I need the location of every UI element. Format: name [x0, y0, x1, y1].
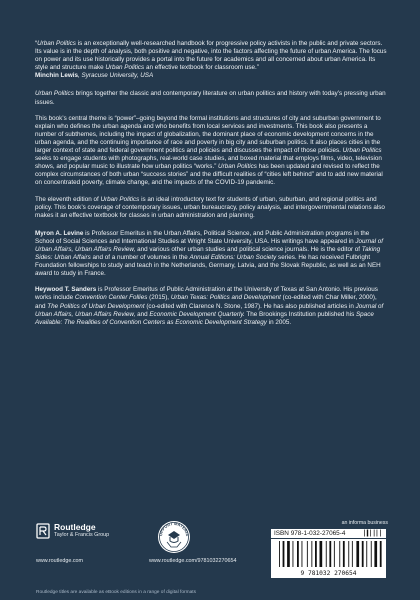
book-title: Urban Politics	[342, 147, 382, 155]
quote-author: Minchin Lewis	[35, 72, 79, 80]
barcode-digits: 9 781032 270654	[271, 569, 386, 578]
book-title: Urban Politics	[100, 195, 140, 203]
edition-paragraph: The eleventh edition of Urban Politics is an ideal introductory text for students of urban, suburban, and regional politics and policy. This book’s coverage of contemporary issues, urban bureaucracy, policy analysis, and intergovernmental relations also makes it an effective textbook for classes in urban administration and planning.	[35, 195, 385, 219]
publisher-name: Routledge	[54, 522, 96, 532]
routledge-logo-icon	[36, 523, 50, 539]
ebook-note: Routledge titles are available as eBook editions in a range of digital formats	[36, 590, 196, 595]
author-name: Heywood T. Sanders	[35, 286, 97, 294]
publisher-logo	[36, 523, 109, 539]
cover-footer	[36, 520, 386, 580]
barcode-block	[271, 529, 386, 578]
book-title: Urban Politics	[218, 163, 257, 171]
quote-attribution	[35, 72, 387, 80]
theme-paragraph: This book’s central theme is “power”–going beyond the formal institutions and structures of city and suburban government to explain who defines the urban agenda and who benefits from local services and investments. This book also presents a number of subthemes, including the impact of globalization, the dominant place of economic development concerns in the urban agenda, and the continuing importance of race and poverty in big city and suburban politics. It also places cities in the larger context of state and federal government politics and policies and discusses the impact of those policies. Urban Politics seeks to engage students with photographs, real-world case studies, and boxed material that employs films, video, television shows, and popular music to illustrate how urban politics “works.” Urban Politics has been updated and revised to reflect the complex circumstances of both urban “success stories” and the difficult realities of “cities left behind” and to add new material on concentrated poverty, climate change, and the impacts of the COVID-19 pandemic.	[35, 114, 383, 187]
barcode-icon	[271, 539, 386, 578]
support-material-badge	[157, 520, 191, 554]
informa-line: an informa business	[341, 520, 388, 526]
author-bio-levine: Myron A. Levine is Professor Emeritus in the Urban Affairs, Political Science, and Public Administration programs in the School of Social Sciences and International Studies at Wright State University, USA. His writings have appeared in Journal of Urban Affairs, Urban Affairs Review, and various other urban studies and political science journals. He is the editor of Taking Sides: Urban Affairs and of a number of volumes in the Annual Editions: Urban Society series. He has received Fulbright Foundation fellowships to study and teach in the Netherlands, Germany, Latvia, and the Slovak Republic, as well as an NEH award to study in France.	[35, 229, 384, 278]
publisher-website[interactable]: www.routledge.com	[36, 558, 84, 564]
book-title: Urban Politics	[105, 64, 145, 72]
quote-affiliation: , Syracuse University, USA	[78, 72, 154, 80]
barcode-addon	[363, 529, 383, 538]
publisher-group: Taylor & Francis Group	[54, 532, 110, 538]
intro-paragraph: Urban Politics brings together the classic and contemporary literature on urban politics and history with today’s pressing urban issues.	[35, 90, 386, 106]
back-cover-text	[35, 40, 387, 327]
quote-text: “Urban Politics is an exceptionally well-researched handbook for progressive policy activists in the public and private sectors. Its value is in the depth of analysis, both positive and negative, into the factors affecting the future of urban America. The focus on power and its use historically provides a portal into the future for academics and all concerned about urban America. Its style and structure make Urban Politics an effective textbook for classroom use.”	[35, 40, 387, 72]
book-title: Urban Politics	[37, 40, 76, 47]
book-title: Urban Politics	[35, 90, 74, 98]
endorsement-quote	[35, 40, 387, 80]
author-bio-sanders: Heywood T. Sanders is Professor Emeritus of Public Administration at the University of Texas at San Antonio. His previous works include Convention Center Follies (2015), Urban Texas: Politics and Development (co-edited with Char Miller, 2000), and The Politics of Urban Development (co-edited with Clarence N. Stone, 1987). He has also published articles in Journal of Urban Affairs, Urban Affairs Review, and Economic Development Quarterly. The Brookings Institution published his Space Available: The Realities of Convention Centers as Economic Development Strategy in 2005.	[35, 286, 384, 326]
author-name: Myron A. Levine	[35, 229, 84, 237]
badge-text: UPPORT MATERIA	[158, 520, 191, 537]
isbn-label: ISBN 978-1-032-27065-4	[271, 529, 386, 538]
support-material-url[interactable]: www.routledge.com/9781032270654	[149, 558, 237, 564]
